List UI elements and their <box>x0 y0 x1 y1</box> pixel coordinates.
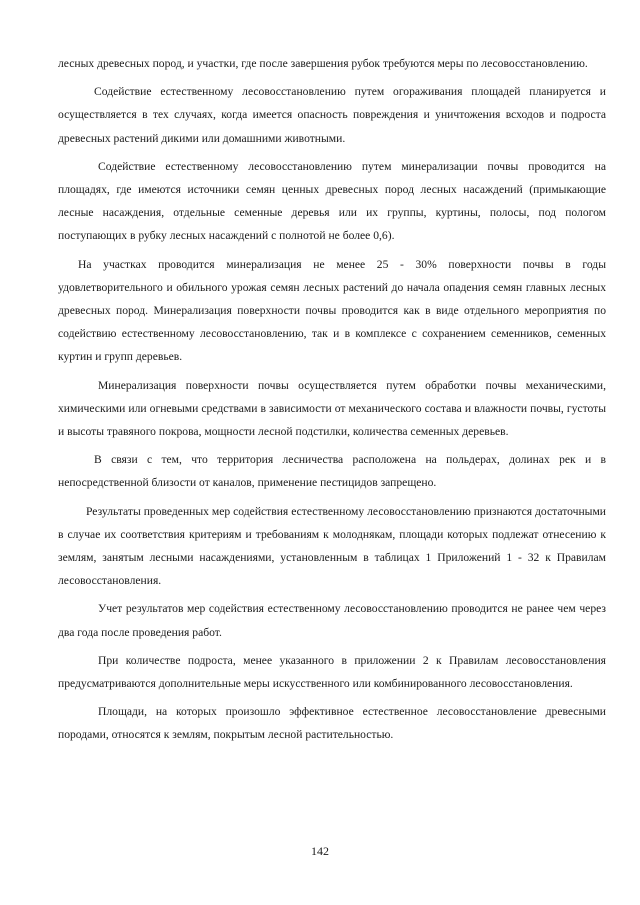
paragraph-2: Содействие естественному лесовосстановлению путем огораживания площадей планируется и осуществляется в тех случаях, когда имеется опасность повреждения и уничтожения всходов и подроста древесных растений дикими или домашними животными. <box>58 85 606 145</box>
paragraph-7: Результаты проведенных мер содействия естественному лесовосстановлению признаются достаточными в случае их соответствия критериям и требованиям к молоднякам, площади которых подлежат отнесению к землям, занятым лесными насаждениями, установленным в таблицах 1 Приложений 1 - 32 к Правилам лесовосстановления. <box>58 504 606 588</box>
paragraph-6: В связи с тем, что территория лесничества расположена на польдерах, долинах рек и в непосредственной близости от каналов, применение пестицидов запрещено. <box>58 453 606 490</box>
paragraph-10: Площади, на которых произошло эффективное естественное лесовосстановление древесными породами, относятся к землям, покрытым лесной растительностью. <box>58 705 606 742</box>
paragraph-4: На участках проводится минерализация не менее 25 - 30% поверхности почвы в годы удовлетворительного и обильного урожая семян лесных растений до начала опадения семян главных лесных древесных пород. Минерализация поверхности почвы проводится как в виде отдельного мероприятия по содействию естественному лесовосстановлению, так и в комплексе с сохранением семенников, семенных куртин и групп деревьев. <box>58 257 606 364</box>
paragraph-1: лесных древесных пород, и участки, где после завершения рубок требуются меры по лесовосстановлению. <box>58 57 588 70</box>
paragraph-3: Содействие естественному лесовосстановлению путем минерализации почвы проводится на площадях, где имеются источники семян ценных древесных пород лесных насаждений (примыкающие лесные насаждения, отдельные семенные деревья или их группы, куртины, полосы, под пологом поступающих в рубку лесных насаждений с полнотой не более 0,6). <box>58 159 606 243</box>
document-page <box>58 52 606 752</box>
paragraph-5: Минерализация поверхности почвы осуществляется путем обработки почвы механическими, химическими или огневыми средствами в зависимости от механического состава и влажности почвы, густоты и высоты травяного покрова, мощности лесной подстилки, количества семенных деревьев. <box>58 378 606 439</box>
page-number: 142 <box>311 844 329 858</box>
paragraph-8: Учет результатов мер содействия естественному лесовосстановлению проводится не ранее чем через два года после проведения работ. <box>58 602 606 639</box>
paragraph-9: При количестве подроста, менее указанного в приложении 2 к Правилам лесовосстановления предусматриваются дополнительные меры искусственного или комбинированного лесовосстановления. <box>58 653 606 691</box>
